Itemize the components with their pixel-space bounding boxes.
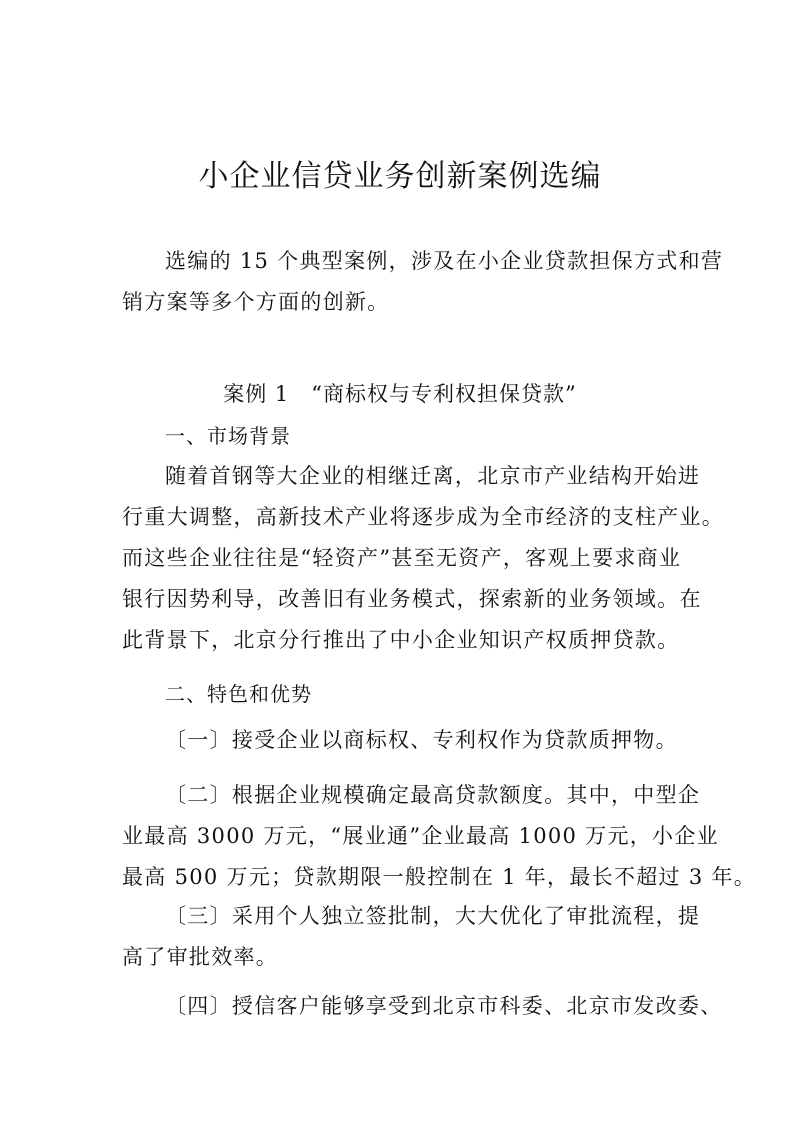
- text-line: 业最高 3000 万元，“展业通”企业最高 1000 万元，小企业: [122, 824, 719, 848]
- text-line: 此背景下，北京分行推出了中小企业知识产权质押贷款。: [122, 628, 680, 652]
- text-line: 银行因势利导，改善旧有业务模式，探索新的业务领域。在: [122, 587, 702, 611]
- text-line: 高了审批效率。: [122, 945, 279, 969]
- intro-paragraph: [122, 241, 724, 323]
- feature-item-2: [122, 775, 757, 898]
- text-line: 〔一〕接受企业以商标权、专利权作为贷款质押物。: [165, 728, 678, 752]
- text-line: 〔二〕根据企业规模确定最高贷款额度。其中，中型企: [165, 783, 701, 807]
- text-line: 〔四〕授信客户能够享受到北京市科委、北京市发改委、: [165, 994, 723, 1018]
- feature-item-4: [122, 986, 723, 1027]
- text-line: 而这些企业往往是“轻资产”甚至无资产，客观上要求商业: [122, 546, 682, 570]
- feature-item-3: [122, 896, 701, 978]
- text-line: 行重大调整，高新技术产业将逐步成为全市经济的支柱产业。: [122, 505, 725, 529]
- text-line: 〔三〕采用个人独立签批制，大大优化了审批流程，提: [165, 904, 701, 928]
- text-line: 销方案等多个方面的创新。: [122, 290, 390, 314]
- text-line: 随着首钢等大企业的相继迁离，北京市产业结构开始进: [165, 464, 701, 488]
- document-title: 小企业信贷业务创新案例选编: [198, 159, 602, 194]
- section-heading-features: 二、特色和优势: [165, 682, 312, 706]
- section-heading-market-background: 一、市场背景: [165, 424, 291, 448]
- text-line: 最高 500 万元；贷款期限一般控制在 1 年，最长不超过 3 年。: [122, 865, 757, 889]
- market-background-paragraph: [122, 456, 725, 661]
- case-title: 案例 1 “商标权与专利权担保贷款”: [223, 382, 577, 406]
- text-line: 选编的 15 个典型案例，涉及在小企业贷款担保方式和营: [165, 249, 724, 273]
- feature-item-1: [122, 720, 682, 761]
